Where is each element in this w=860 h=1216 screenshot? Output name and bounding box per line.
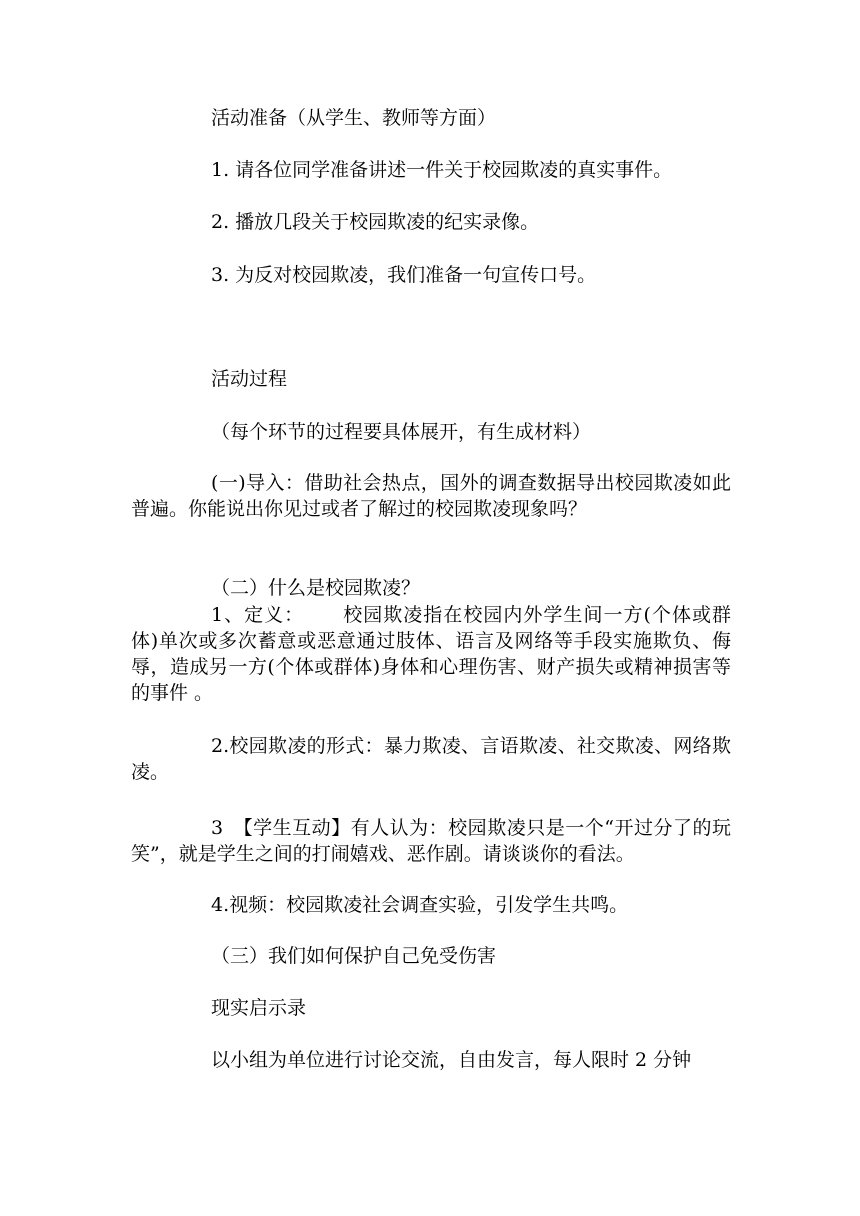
revelation-heading: 现实启示录 (211, 997, 307, 1019)
discussion-line: 以小组为单位进行讨论交流，自由发言，每人限时 2 分钟 (211, 1049, 692, 1071)
section3-heading: （三）我们如何保护自己免受伤害 (211, 945, 497, 967)
section2-heading: （二）什么是校园欺凌？ (211, 577, 421, 599)
forms-paragraph: 2.校园欺凌的形式：暴力欺凌、言语欺凌、社交欺凌、网络欺凌。 (131, 735, 731, 783)
prep-item-2: 2. 播放几段关于校园欺凌的纪实录像。 (211, 211, 540, 233)
process-note: （每个环节的过程要具体展开，有生成材料） (211, 421, 592, 443)
prep-item-3: 3. 为反对校园欺凌，我们准备一句宣传口号。 (211, 264, 597, 286)
intro-paragraph: (一)导入：借助社会热点，国外的调查数据导出校园欺凌如此普遍。你能说出你见过或者了解过的校园欺凌现象吗？ (131, 472, 731, 520)
definition-text: 校园欺凌指在校园内外学生间一方(个体或群体)单次或多次蓄意或恶意通过肢体、语言及网络等手段实施欺负、侮辱，造成另一方(个体或群体)身体和心理伤害、财产损失或精神损害等的事件 。 (131, 604, 731, 704)
process-heading: 活动过程 (211, 368, 288, 390)
definition-label: 1、定义： (211, 604, 305, 626)
definition-paragraph (131, 602, 731, 706)
prep-heading: 活动准备（从学生、教师等方面） (211, 107, 497, 129)
video-line: 4.视频：校园欺凌社会调查实验，引发学生共鸣。 (211, 894, 629, 916)
prep-item-1: 1. 请各位同学准备讲述一件关于校园欺凌的真实事件。 (211, 159, 673, 181)
interaction-paragraph: 3 【学生互动】有人认为：校园欺凌只是一个“开过分了的玩笑”，就是学生之间的打闹嬉戏、恶作剧。请谈谈你的看法。 (131, 817, 731, 865)
